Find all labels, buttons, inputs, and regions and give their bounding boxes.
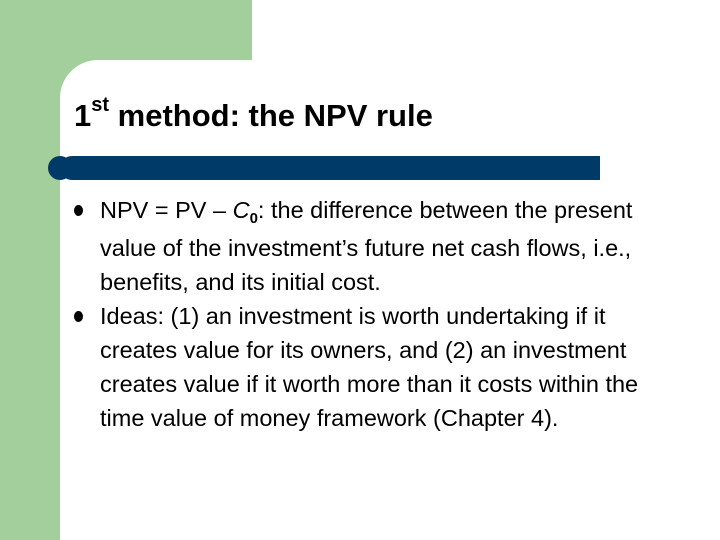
npv-c-subscript: 0 [249, 210, 258, 227]
ideas-text: Ideas: (1) an investment is worth undertaking if it creates value for its owners, and (2) an investment creates value if it worth more than it costs within the time value of money framework (Chapter 4). [100, 303, 639, 431]
npv-c-letter: C [232, 197, 250, 223]
title-superscript: st [91, 94, 110, 116]
bullet-item-npv-definition [74, 193, 674, 299]
bullet-list [74, 193, 674, 435]
title-lead: 1 [74, 98, 92, 133]
npv-formula-prefix: NPV = PV – [100, 197, 233, 223]
bullet-dot-icon [74, 311, 83, 322]
title-rest: method: the NPV rule [109, 98, 433, 133]
npv-definition-text: : the difference between the present value of the investment’s future net cash flows, i.e., benefits, and its initial cost. [100, 197, 633, 295]
title-underline-bar [60, 156, 600, 180]
slide-title [74, 94, 433, 134]
bullet-dot-icon [74, 205, 83, 216]
bullet-item-ideas [74, 299, 674, 435]
